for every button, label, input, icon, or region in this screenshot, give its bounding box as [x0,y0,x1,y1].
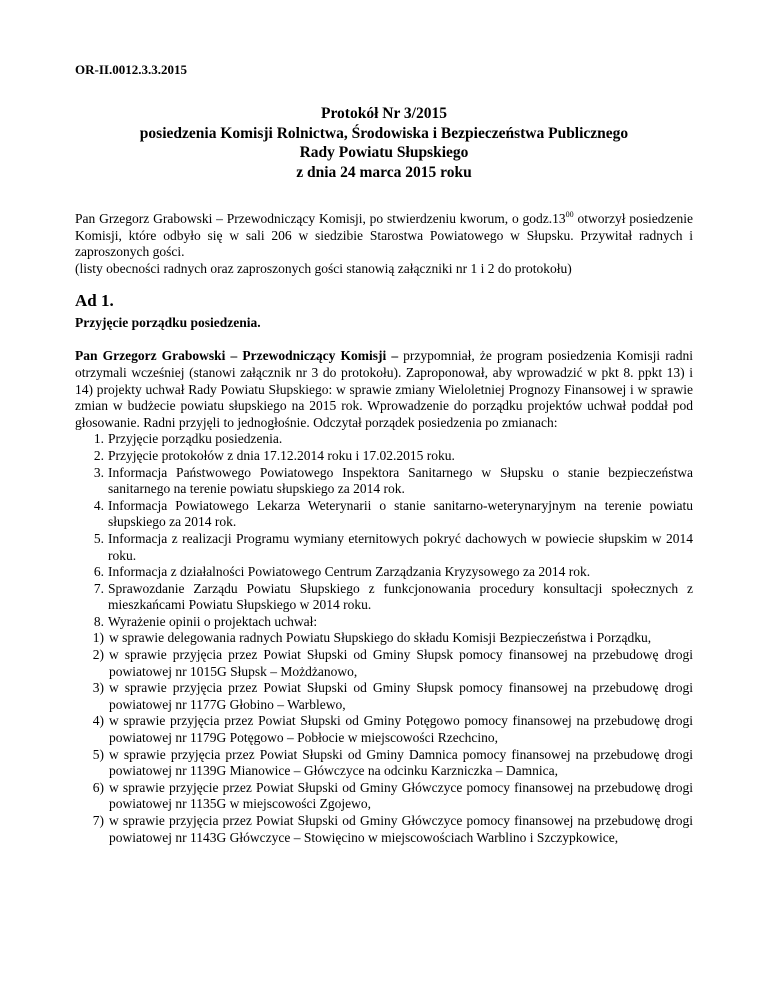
resolution-item [84,647,693,680]
resolution-item-number: 3) [92,680,104,696]
agenda-item [84,531,693,564]
agenda-item [84,498,693,531]
agenda-item-text: Informacja Państwowego Powiatowego Inspektora Sanitarnego w Słupsku o stanie bezpieczeństwa sanitarnego na terenie powiatu słupskiego za 2014 rok. [108,464,693,497]
agenda-item-text: Informacja Powiatowego Lekarza Weterynarii o stanie sanitarno-weterynaryjnym na terenie powiatu słupskiego za 2014 rok. [108,497,693,530]
paragraph-text: przypomniał, że program posiedzenia Komisji radni otrzymali wcześniej (stanowi załącznik nr 3 do protokołu). Zaproponował, aby wprowadzić w pkt 8. ppkt 13) i 14) projekty uchwał Rady Powiatu Słupskiego: w sprawie zmiany Wieloletniej Prognozy Finansowej i w sprawie zmian w budżecie powiatu słupskiego na 2015 rok. Wprowadzenie do porządku projektów uchwał poddał pod głosowanie. Radni przyjęli to jednogłośnie. Odczytał porządek posiedzenia po zmianach: [75,348,693,430]
resolution-item-text: w sprawie przyjęcia przez Powiat Słupski od Gminy Słupsk pomocy finansowej na przebudowę drogi powiatowej nr 1177G Głobino – Warblewo, [109,680,693,712]
resolution-item [84,630,693,647]
resolution-item [84,780,693,813]
agenda-item [84,448,693,465]
resolution-item-number: 5) [92,746,104,762]
agenda-item-text: Sprawozdanie Zarządu Powiatu Słupskiego z funkcjonowania procedury konsultacji społecznych z mieszkańcami Powiatu Słupskiego w 2014 roku. [108,580,693,613]
resolution-item-text: w sprawie przyjęcia przez Powiat Słupski od Gminy Damnica pomocy finansowej na przebudowę drogi powiatowej nr 1139G Mianowice – Główczyce na odcinku Karzniczka – Damnica, [109,746,693,779]
resolution-item [84,680,693,713]
title-line-3: Rady Powiatu Słupskiego [299,144,469,161]
intro-paragraph [75,211,693,261]
resolution-item-number: 6) [92,779,104,795]
resolution-item [84,747,693,780]
resolution-item-text: w sprawie przyjęcia przez Powiat Słupski od Gminy Słupsk pomocy finansowej na przebudowę drogi powiatowej nr 1015G Słupsk – Możdżanowo, [109,647,693,679]
intro-text-before-time: Pan Grzegorz Grabowski – Przewodniczący Komisji, po stwierdzeniu kworum, o godz.13 [75,211,566,226]
resolution-item [84,813,693,846]
title-line-2: posiedzenia Komisji Rolnictwa, Środowiska i Bezpieczeństwa Publicznego [139,124,629,142]
section-body [75,348,693,846]
document-title [75,104,693,182]
intro-time-superscript: 00 [565,210,574,219]
resolution-item-text: w sprawie przyjęcia przez Powiat Słupski od Gminy Główczyce pomocy finansowej na przebudowę drogi powiatowej nr 1143G Główczyce – Stowięcino w miejscowościach Warblino i Szczypkowice, [109,813,693,845]
section-heading: Ad 1. [75,291,114,311]
agenda-item-text: Przyjęcie protokołów z dnia 17.12.2014 roku i 17.02.2015 roku. [108,447,455,463]
agenda-item-number: 7. [93,580,104,596]
resolution-item-text: w sprawie przyjęcia przez Powiat Słupski od Gminy Potęgowo pomocy finansowej na przebudowę drogi powiatowej nr 1179G Potęgowo – Pobłocie w miejscowości Rzechcino, [109,713,693,746]
resolution-item-number: 7) [92,813,104,828]
intro-text-after-time: otworzył posiedzenie Komisji, które odbyło się w sali 206 w siedzibie Starostwa Powiatowego w Słupsku. Przywitał radnych i zaproszonych gości. [75,211,693,260]
agenda-item-number: 5. [93,530,104,546]
resolution-item [84,713,693,746]
agenda-item-text: Informacja z realizacji Programu wymiany eternitowych pokryć dachowych w powiecie słupskim w 2014 roku. [108,530,693,563]
section-subheading: Przyjęcie porządku posiedzenia. [75,315,261,331]
agenda-item-number: 1. [93,431,104,447]
agenda-item [84,564,693,581]
speaker-name: Pan Grzegorz Grabowski – Przewodniczący Komisji – [75,348,399,364]
agenda-item-text: Wyrażenie opinii o projektach uchwał: [108,613,318,629]
agenda-item [84,465,693,498]
resolution-item-text: w sprawie przyjęcie przez Powiat Słupski od Gminy Główczyce pomocy finansowej na przebudowę drogi powiatowej nr 1135G w miejscowości Zgojewo, [109,779,693,812]
resolution-item-text: w sprawie delegowania radnych Powiatu Słupskiego do składu Komisji Bezpieczeństwa i Porządku, [109,630,652,646]
agenda-item [84,614,693,846]
intro-block [75,211,693,277]
section-paragraph [75,348,693,431]
title-line-1: Protokół Nr 3/2015 [320,105,447,122]
agenda-item-number: 3. [93,464,104,480]
agenda-item-number: 4. [93,497,104,513]
resolution-item-number: 4) [92,713,104,729]
agenda-item-text: Przyjęcie porządku posiedzenia. [108,431,283,447]
intro-note: (listy obecności radnych oraz zaproszonych gości stanowią załączniki nr 1 i 2 do protokołu) [75,260,572,276]
agenda-item [84,581,693,614]
document-reference: OR-II.0012.3.3.2015 [75,62,187,77]
agenda-item-number: 6. [93,564,104,580]
agenda-list [75,431,693,846]
agenda-item-number: 8. [93,613,104,629]
agenda-item-number: 2. [93,447,104,463]
resolution-item-number: 2) [92,647,104,663]
title-line-4: z dnia 24 marca 2015 roku [296,163,472,181]
agenda-item [84,431,693,448]
resolution-item-number: 1) [92,630,104,646]
resolution-sublist [92,630,693,846]
agenda-item-text: Informacja z działalności Powiatowego Centrum Zarządzania Kryzysowego za 2014 rok. [108,564,591,580]
